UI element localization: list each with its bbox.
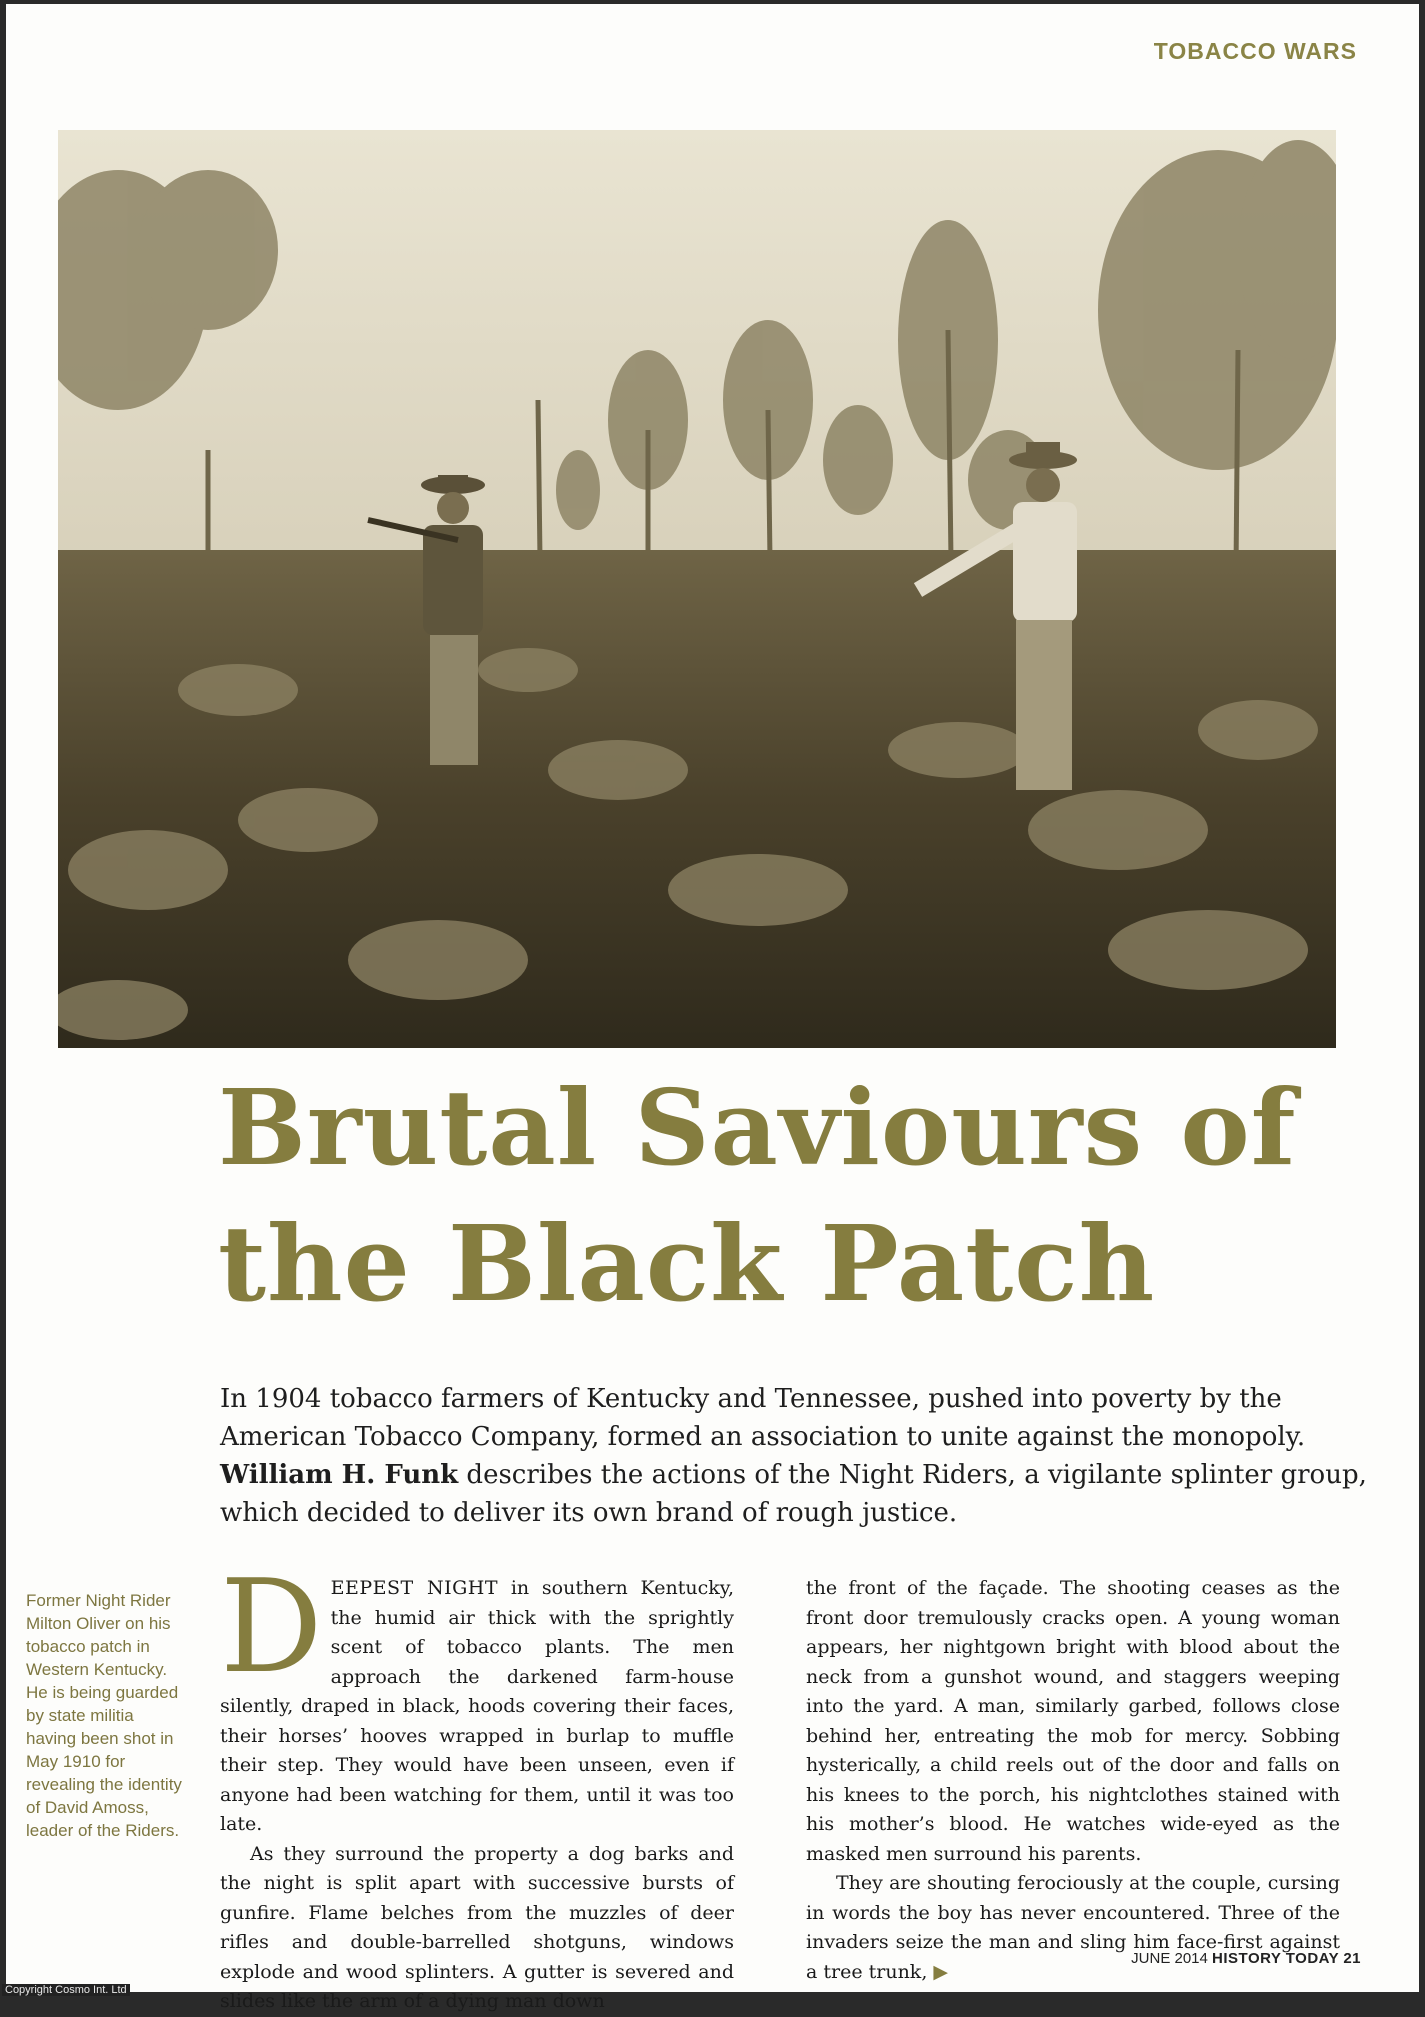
title-line-1: Brutal Saviours of [218,1066,1297,1189]
paragraph-3: the front of the façade. The shooting ceases as the front door tremulously cracks open. A young woman appears, her nightgown bright with blood about the neck from a gunshot wound, and staggers weeping into the yard. A man, similarly garbed, follows close behind her, entreating the mob for mercy. Sobbing hysterically, a child reels out of the door and falls on his knees to the porch, his nightclothes stained with his mother’s blood. He watches wide-eyed as the masked men surround his parents. [806,1577,1340,1865]
article-photo [58,130,1336,1048]
magazine-page [6,4,1419,2012]
tobacco-field-photo [58,130,1336,1048]
author-name: William H. Funk [220,1460,459,1490]
paragraph-4-text: They are shouting ferociously at the couple, cursing in words the boy has never encountered. Three of the invaders seize the man and sling him face-first against a tree trunk, [806,1872,1340,1983]
article-title [218,1060,1338,1332]
paragraph-1 [220,1553,735,1840]
photo-caption: Former Night Rider Milton Oliver on his tobacco patch in Western Kentucky. He is being guarded by state militia having been shot in May 1910 for revealing the identity of David Amoss, leader of the Riders. [26,1591,182,1840]
copyright-notice: Copyright Cosmo Int. Ltd [2,1984,130,1996]
paragraph-4 [806,1869,1340,1987]
title-line-2: the Black Patch [218,1202,1156,1325]
standfirst-intro: In 1904 tobacco farmers of Kentucky and Tennessee, pushed into poverty by the American Tobacco Company, formed an association to unite against the monopoly. [220,1384,1306,1452]
drop-cap: D [220,1553,323,1702]
issue-date: JUNE 2014 [1131,1950,1208,1967]
standfirst-rest: describes the actions of the Night Riders, a vigilante splinter group, which decided to deliver its own brand of rough justice. [220,1460,1367,1528]
magazine-name: HISTORY TODAY [1212,1950,1340,1967]
opening-smallcaps: EEPEST NIGHT [330,1577,499,1599]
body-column-2 [806,1574,1340,1987]
standfirst [220,1380,1370,1532]
page-footer [1131,1950,1361,1967]
body-column-1 [220,1553,735,2017]
paragraph-1-text: in southern Kentucky, the humid air thick with the sprightly scent of tobacco plants. The men approach the darkened farm-house silently, draped in black, hoods covering their faces, their horses’ hooves wrapped in burlap to muffle their step. They would have been unseen, even if anyone had been watching for them, until it was too late. [220,1577,735,1835]
continue-arrow-icon: ▶ [933,1960,949,1983]
page-number: 21 [1343,1950,1361,1967]
section-label: TOBACCO WARS [1153,38,1357,64]
paragraph-2: As they surround the property a dog barks and the night is split apart with successive bursts of gunfire. Flame belches from the muzzles of deer rifles and double-barrelled shotguns, windows explode and wood splinters. A gutter is severed and slides like the arm of a dying man down [220,1842,734,2012]
